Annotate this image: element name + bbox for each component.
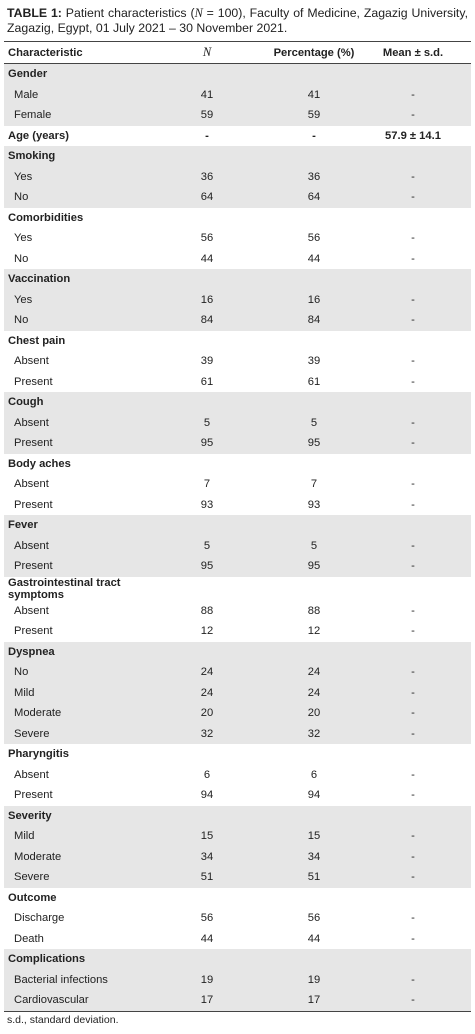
cell-percentage <box>273 146 355 167</box>
cell-n <box>141 392 273 413</box>
header-percentage: Percentage (%) <box>273 42 355 64</box>
cell-percentage: - <box>312 129 316 142</box>
caption-text: Patient characteristics ( <box>61 6 195 20</box>
table-header-row <box>4 42 471 64</box>
cell-mean-sd <box>355 515 471 536</box>
table-row <box>4 413 471 434</box>
cell-mean-sd: - <box>355 683 471 704</box>
cell-n <box>141 806 273 827</box>
cell-characteristic: Female <box>4 105 141 126</box>
cell-characteristic: No <box>4 310 141 331</box>
cell-mean-sd <box>355 744 471 765</box>
cell-n <box>141 269 273 290</box>
table-row <box>4 601 471 622</box>
table-row <box>4 249 471 270</box>
table-row <box>4 310 471 331</box>
cell-n <box>141 331 273 352</box>
caption-text: = 100), Faculty of Medicine, Zagazig University, Zagazig, Egypt, 01 July 2021 – 30 November 2021. <box>7 6 468 35</box>
cell-n: 15 <box>141 826 273 847</box>
cell-characteristic: Absent <box>14 478 49 491</box>
cell-percentage <box>273 64 355 85</box>
table-body <box>4 64 471 1012</box>
table-row <box>4 826 471 847</box>
cell-percentage: 94 <box>307 789 321 802</box>
table-row <box>4 536 471 557</box>
table-row <box>4 785 471 806</box>
cell-percentage: 12 <box>307 625 321 638</box>
cell-characteristic: Fever <box>4 515 141 536</box>
cell-percentage: 56 <box>307 912 321 925</box>
cell-percentage <box>273 577 355 601</box>
cell-mean-sd: - <box>355 310 471 331</box>
cell-mean-sd: - <box>355 826 471 847</box>
table-row <box>4 703 471 724</box>
cell-characteristic: Present <box>14 375 53 388</box>
table-row <box>4 351 471 372</box>
cell-percentage: 20 <box>273 703 355 724</box>
table-group-row <box>4 454 471 475</box>
cell-characteristic: Cardiovascular <box>4 990 141 1011</box>
cell-n <box>141 642 273 663</box>
cell-characteristic: Severity <box>4 806 141 827</box>
cell-n: 44 <box>200 252 214 265</box>
cell-mean-sd: - <box>411 768 415 781</box>
table-row <box>4 990 471 1011</box>
cell-mean-sd <box>355 146 471 167</box>
cell-characteristic: Bacterial infections <box>4 970 141 991</box>
cell-mean-sd: - <box>355 867 471 888</box>
cell-n: 16 <box>141 290 273 311</box>
cell-n: 32 <box>141 724 273 745</box>
cell-percentage <box>273 392 355 413</box>
cell-percentage <box>273 454 355 475</box>
cell-mean-sd: - <box>411 252 415 265</box>
table-row <box>4 556 471 577</box>
cell-characteristic: Mild <box>4 683 141 704</box>
cell-n: 39 <box>200 355 214 368</box>
cell-percentage <box>273 949 355 970</box>
table-row <box>4 105 471 126</box>
cell-mean-sd: - <box>355 556 471 577</box>
table-group-row <box>4 392 471 413</box>
cell-percentage: 24 <box>273 683 355 704</box>
cell-mean-sd: - <box>411 355 415 368</box>
cell-mean-sd: - <box>355 290 471 311</box>
caption-n-symbol: N <box>194 6 203 20</box>
cell-mean-sd <box>355 642 471 663</box>
cell-characteristic: Gastrointestinal tract symptoms <box>8 576 121 601</box>
cell-n: 94 <box>200 789 214 802</box>
cell-characteristic: Mild <box>4 826 141 847</box>
cell-characteristic: Absent <box>14 768 49 781</box>
cell-characteristic: Absent <box>4 413 141 434</box>
table-group-row <box>4 269 471 290</box>
cell-n: 36 <box>141 167 273 188</box>
cell-n <box>141 744 273 765</box>
table-row <box>4 187 471 208</box>
cell-mean-sd: - <box>355 990 471 1011</box>
cell-characteristic: Gender <box>4 64 141 85</box>
cell-percentage: 19 <box>273 970 355 991</box>
cell-mean-sd <box>355 208 471 229</box>
cell-characteristic: No <box>4 187 141 208</box>
cell-mean-sd <box>355 269 471 290</box>
cell-characteristic: Absent <box>14 604 49 617</box>
table-row <box>4 662 471 683</box>
table-row <box>4 929 471 950</box>
cell-n <box>141 454 273 475</box>
cell-percentage: 5 <box>273 536 355 557</box>
cell-n: 24 <box>141 683 273 704</box>
cell-characteristic: Smoking <box>4 146 141 167</box>
header-characteristic: Characteristic <box>4 42 141 64</box>
cell-percentage: 61 <box>307 375 321 388</box>
table-label: TABLE 1: <box>7 6 62 20</box>
cell-characteristic: Yes <box>14 232 33 245</box>
cell-n: 84 <box>141 310 273 331</box>
cell-mean-sd: - <box>355 105 471 126</box>
cell-percentage: 39 <box>307 355 321 368</box>
header-n: N <box>141 42 273 64</box>
table-group-row <box>4 208 471 229</box>
table-row <box>4 85 471 106</box>
cell-percentage <box>273 642 355 663</box>
cell-mean-sd: - <box>411 932 415 945</box>
cell-n: 5 <box>141 413 273 434</box>
table-row <box>4 372 471 393</box>
cell-percentage: 59 <box>273 105 355 126</box>
cell-mean-sd: - <box>355 724 471 745</box>
cell-percentage: 56 <box>307 232 321 245</box>
cell-characteristic: Chest pain <box>8 334 66 347</box>
cell-characteristic: Present <box>4 556 141 577</box>
cell-characteristic: Absent <box>4 536 141 557</box>
cell-characteristic: Yes <box>4 290 141 311</box>
table-group-row <box>4 577 471 601</box>
cell-percentage <box>273 806 355 827</box>
cell-n: 5 <box>141 536 273 557</box>
cell-percentage <box>273 331 355 352</box>
cell-characteristic: Body aches <box>8 457 71 470</box>
cell-characteristic: Age (years) <box>8 129 69 142</box>
cell-mean-sd: - <box>355 187 471 208</box>
cell-percentage: 84 <box>273 310 355 331</box>
cell-percentage: 5 <box>273 413 355 434</box>
cell-n: 6 <box>203 768 211 781</box>
cell-mean-sd: - <box>355 847 471 868</box>
cell-mean-sd <box>355 454 471 475</box>
cell-mean-sd: - <box>411 232 415 245</box>
cell-percentage: 93 <box>307 498 321 511</box>
cell-percentage: 17 <box>273 990 355 1011</box>
cell-percentage: 41 <box>273 85 355 106</box>
cell-mean-sd <box>355 949 471 970</box>
cell-mean-sd: - <box>355 167 471 188</box>
cell-percentage: 64 <box>273 187 355 208</box>
cell-percentage: 6 <box>310 768 318 781</box>
table-group-row <box>4 515 471 536</box>
table-row <box>4 867 471 888</box>
cell-n: 24 <box>141 662 273 683</box>
cell-mean-sd <box>355 64 471 85</box>
table-group-row <box>4 888 471 909</box>
cell-n: 95 <box>141 433 273 454</box>
cell-n <box>141 888 273 909</box>
cell-n: 44 <box>200 932 214 945</box>
cell-characteristic: Vaccination <box>4 269 141 290</box>
cell-characteristic: Moderate <box>4 847 141 868</box>
cell-characteristic: Complications <box>4 949 141 970</box>
table-row <box>4 908 471 929</box>
cell-percentage: 88 <box>307 604 321 617</box>
table-group-row <box>4 806 471 827</box>
table-caption <box>7 6 468 36</box>
cell-percentage: 16 <box>273 290 355 311</box>
cell-mean-sd: - <box>411 625 415 638</box>
table-group-row <box>4 744 471 765</box>
cell-percentage <box>273 515 355 536</box>
cell-percentage: 15 <box>273 826 355 847</box>
cell-n <box>141 208 273 229</box>
cell-n: 88 <box>200 604 214 617</box>
footnote: s.d., standard deviation. <box>7 1014 119 1026</box>
cell-n: 41 <box>141 85 273 106</box>
cell-n <box>141 146 273 167</box>
cell-percentage: 32 <box>273 724 355 745</box>
cell-n: 59 <box>141 105 273 126</box>
table-row <box>4 724 471 745</box>
cell-n <box>141 515 273 536</box>
cell-mean-sd: - <box>411 912 415 925</box>
cell-characteristic: Pharyngitis <box>8 748 69 761</box>
table-row <box>4 683 471 704</box>
cell-percentage <box>273 888 355 909</box>
table-group-row <box>4 64 471 85</box>
table-row <box>4 167 471 188</box>
table-row <box>4 970 471 991</box>
cell-characteristic: Present <box>4 433 141 454</box>
cell-mean-sd: - <box>355 536 471 557</box>
cell-percentage: 95 <box>273 433 355 454</box>
patient-characteristics-table <box>4 41 471 1012</box>
table-row <box>4 495 471 516</box>
cell-n: 7 <box>203 478 211 491</box>
cell-characteristic: Death <box>14 932 44 945</box>
cell-mean-sd: 57.9 ± 14.1 <box>385 129 441 142</box>
table-row <box>4 474 471 495</box>
cell-characteristic: No <box>14 252 29 265</box>
cell-n: 95 <box>141 556 273 577</box>
cell-characteristic: Severe <box>4 867 141 888</box>
cell-characteristic: Outcome <box>8 891 57 904</box>
cell-mean-sd: - <box>411 375 415 388</box>
cell-mean-sd <box>355 806 471 827</box>
cell-characteristic: Moderate <box>4 703 141 724</box>
table-group-row <box>4 126 471 147</box>
cell-n: 12 <box>200 625 214 638</box>
cell-characteristic: Severe <box>4 724 141 745</box>
cell-mean-sd: - <box>355 970 471 991</box>
cell-n: 56 <box>200 912 214 925</box>
cell-mean-sd: - <box>355 703 471 724</box>
cell-mean-sd: - <box>411 478 415 491</box>
table-group-row <box>4 642 471 663</box>
cell-percentage: 95 <box>273 556 355 577</box>
table-group-row <box>4 949 471 970</box>
cell-characteristic: Present <box>14 789 53 802</box>
cell-percentage <box>273 744 355 765</box>
cell-characteristic: Cough <box>4 392 141 413</box>
cell-n: 17 <box>141 990 273 1011</box>
cell-mean-sd: - <box>411 498 415 511</box>
cell-mean-sd: - <box>355 662 471 683</box>
cell-mean-sd: - <box>355 85 471 106</box>
table-row <box>4 433 471 454</box>
cell-percentage: 7 <box>310 478 318 491</box>
cell-percentage: 34 <box>273 847 355 868</box>
cell-mean-sd <box>355 331 471 352</box>
cell-mean-sd <box>355 577 471 601</box>
cell-percentage: 44 <box>307 932 321 945</box>
cell-n: - <box>205 129 209 142</box>
cell-n: 61 <box>200 375 214 388</box>
cell-n: 34 <box>141 847 273 868</box>
cell-mean-sd: - <box>411 789 415 802</box>
cell-n: 51 <box>141 867 273 888</box>
cell-n <box>141 64 273 85</box>
cell-n: 56 <box>200 232 214 245</box>
cell-characteristic: Comorbidities <box>8 211 84 224</box>
cell-percentage: 51 <box>273 867 355 888</box>
cell-characteristic: Present <box>14 498 53 511</box>
table-row <box>4 621 471 642</box>
cell-n: 20 <box>141 703 273 724</box>
cell-n: 19 <box>141 970 273 991</box>
cell-characteristic: Yes <box>4 167 141 188</box>
cell-characteristic: No <box>4 662 141 683</box>
cell-percentage <box>273 208 355 229</box>
cell-characteristic: Present <box>14 625 53 638</box>
cell-mean-sd: - <box>355 433 471 454</box>
cell-n <box>141 949 273 970</box>
table-row <box>4 290 471 311</box>
cell-mean-sd <box>355 888 471 909</box>
cell-percentage: 44 <box>307 252 321 265</box>
cell-n: 93 <box>200 498 214 511</box>
cell-mean-sd: - <box>355 413 471 434</box>
cell-n <box>141 577 273 601</box>
cell-characteristic: Absent <box>14 355 49 368</box>
table-group-row <box>4 331 471 352</box>
table-group-row <box>4 146 471 167</box>
cell-characteristic: Discharge <box>14 912 65 925</box>
cell-percentage: 24 <box>273 662 355 683</box>
cell-mean-sd: - <box>411 604 415 617</box>
cell-percentage: 36 <box>273 167 355 188</box>
table-row <box>4 228 471 249</box>
cell-percentage <box>273 269 355 290</box>
table-row <box>4 765 471 786</box>
cell-mean-sd <box>355 392 471 413</box>
cell-characteristic: Dyspnea <box>4 642 141 663</box>
header-mean-sd: Mean ± s.d. <box>355 42 471 64</box>
cell-n: 64 <box>141 187 273 208</box>
cell-characteristic: Male <box>4 85 141 106</box>
table-row <box>4 847 471 868</box>
